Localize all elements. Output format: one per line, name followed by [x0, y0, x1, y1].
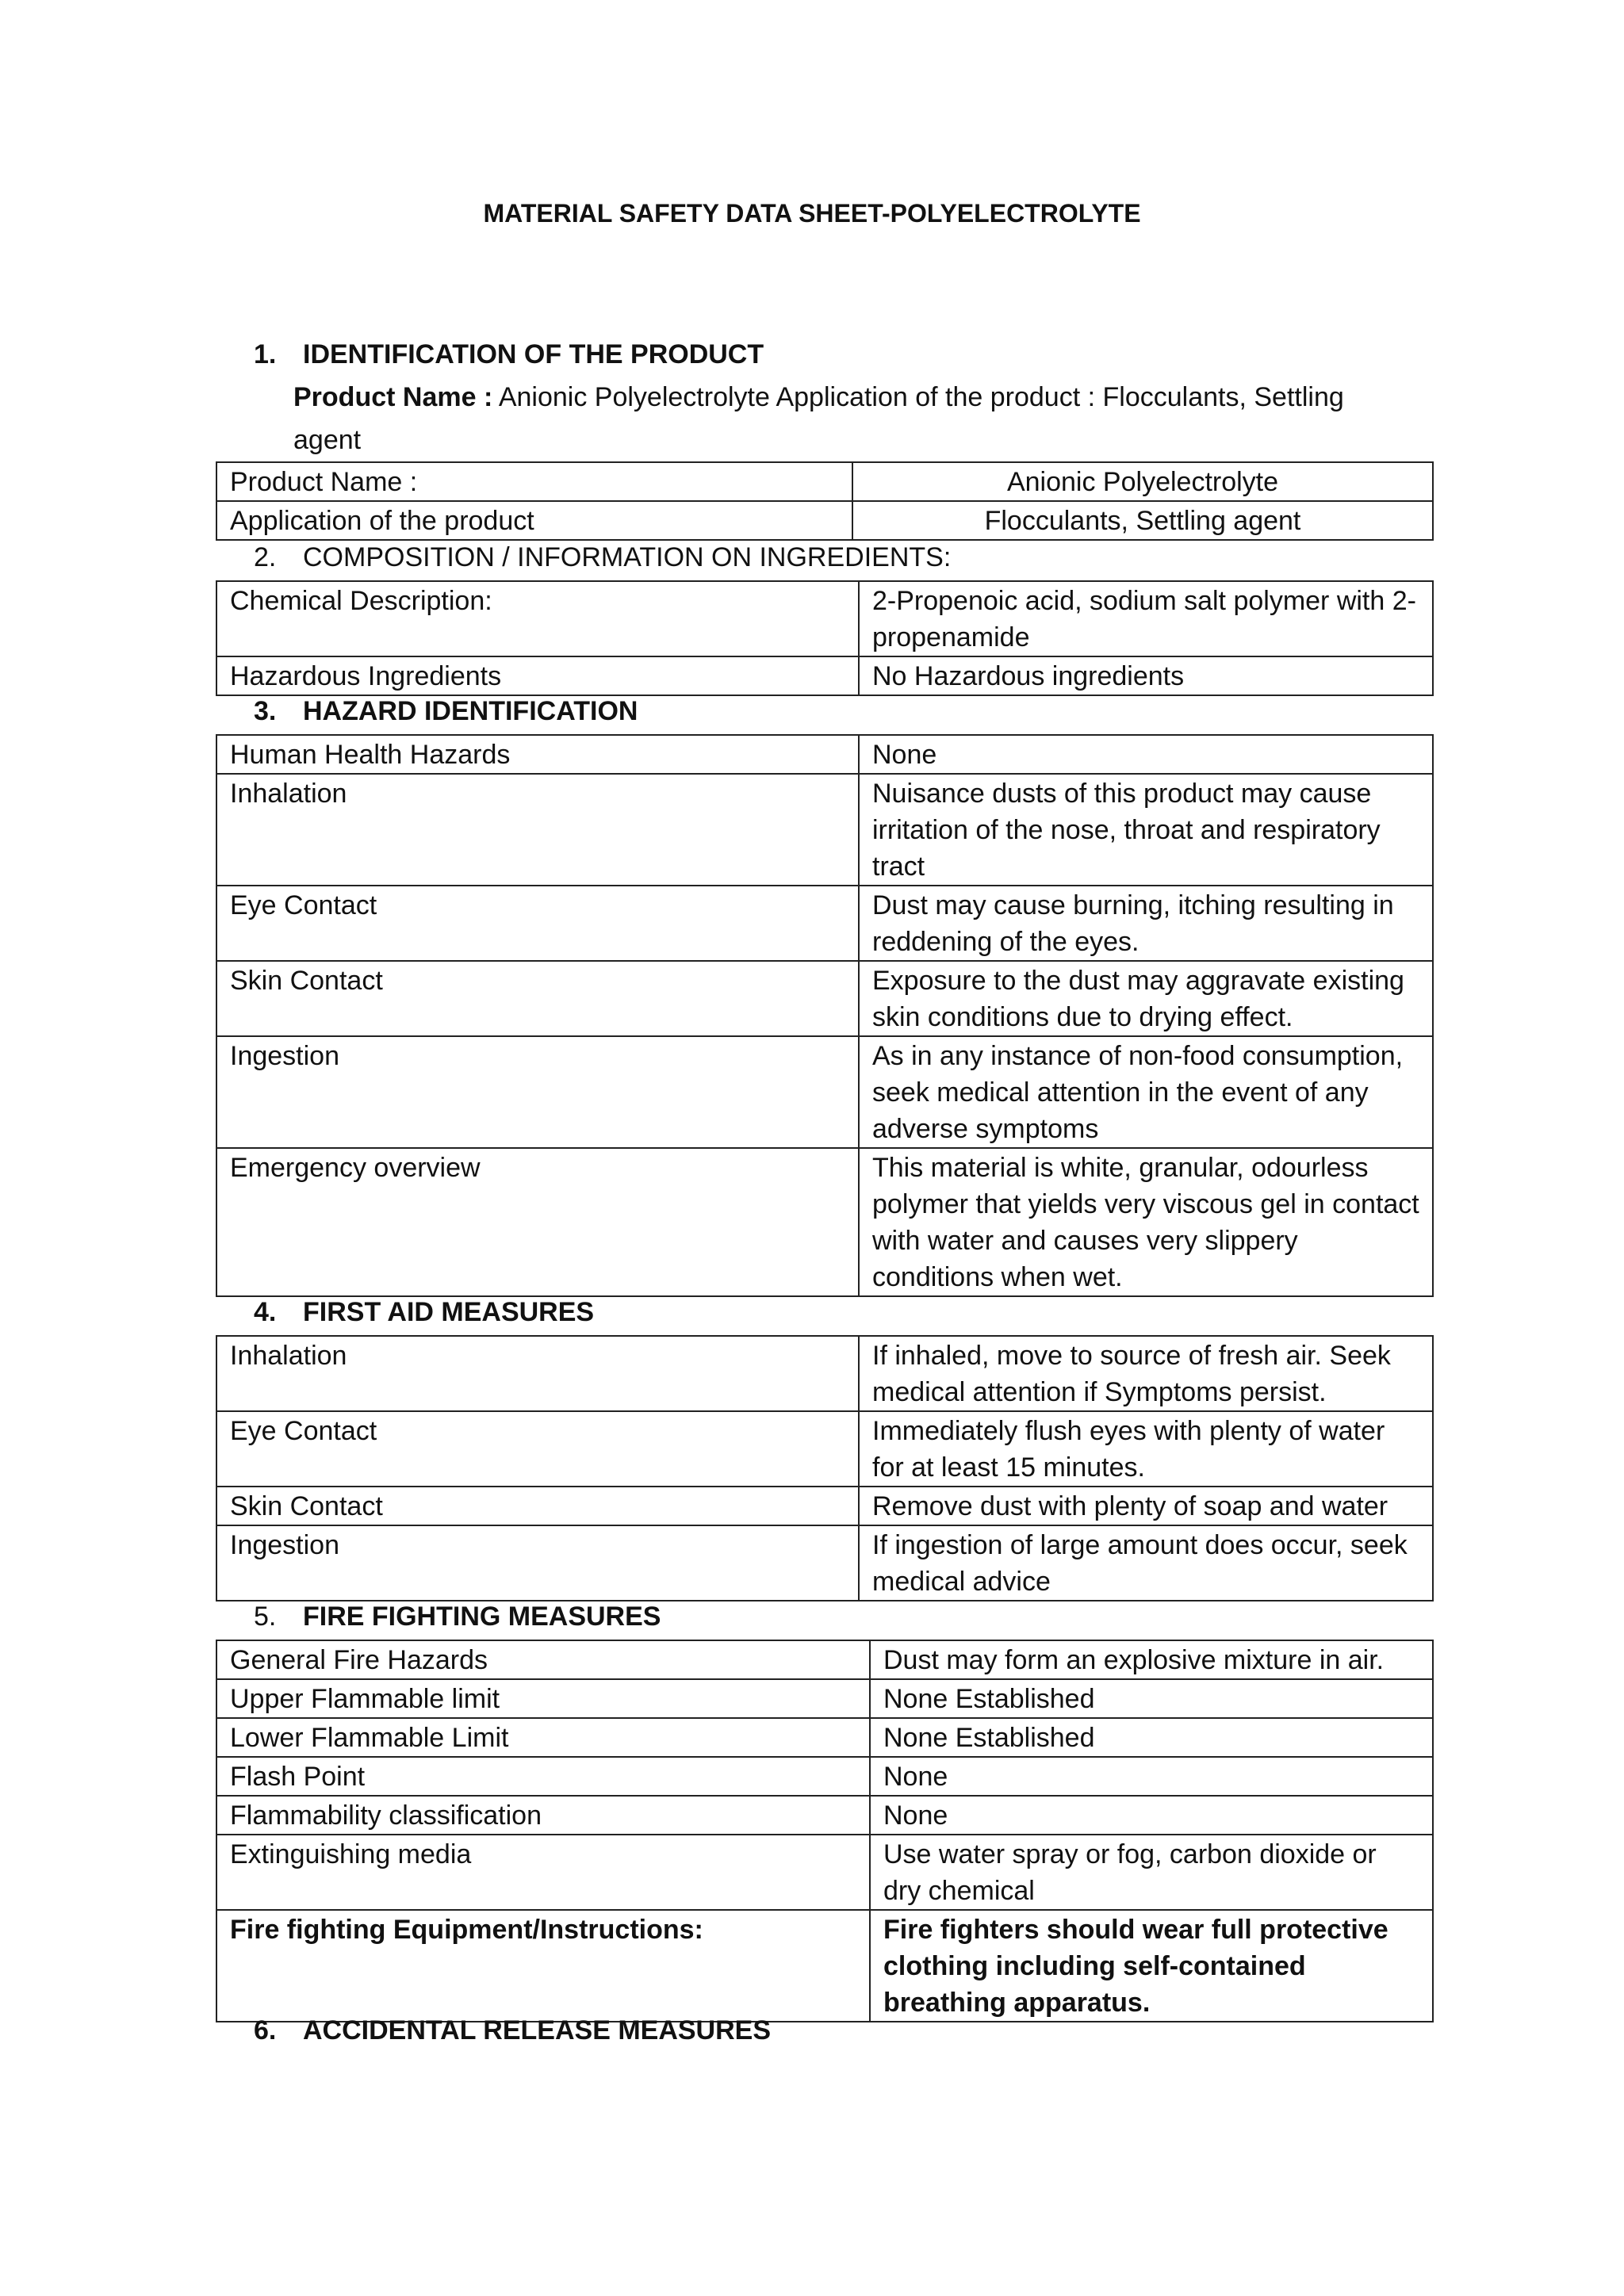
- section-title: COMPOSITION / INFORMATION ON INGREDIENTS:: [303, 542, 952, 572]
- row-value: None Established: [870, 1679, 1433, 1718]
- fire-fighting-table: [216, 1640, 1434, 2022]
- row-label: General Fire Hazards: [216, 1640, 870, 1679]
- row-value: Immediately flush eyes with plenty of water for at least 15 minutes.: [859, 1411, 1433, 1487]
- row-value: Use water spray or fog, carbon dioxide or dry chemical: [870, 1835, 1433, 1910]
- row-value: If inhaled, move to source of fresh air. Seek medical attention if Symptoms persist.: [859, 1336, 1433, 1411]
- row-value: Exposure to the dust may aggravate existing skin conditions due to drying effect.: [859, 961, 1433, 1036]
- table-row: [216, 1525, 1433, 1601]
- section-title: HAZARD IDENTIFICATION: [303, 696, 638, 726]
- row-label: Ingestion: [216, 1036, 859, 1148]
- row-label: Chemical Description:: [216, 581, 859, 656]
- table-row: [216, 886, 1433, 961]
- row-value: Nuisance dusts of this product may cause irritation of the nose, throat and respiratory tract: [859, 774, 1433, 886]
- table-row: [216, 961, 1433, 1036]
- row-label: Inhalation: [216, 1336, 859, 1411]
- table-row: [216, 1487, 1433, 1525]
- table-row: [216, 1036, 1433, 1148]
- table-row: [216, 1336, 1433, 1411]
- table-row: [216, 462, 1433, 501]
- section-6-heading: [254, 2012, 771, 2049]
- product-name-label: Product Name :: [293, 382, 493, 412]
- identification-table: [216, 461, 1434, 541]
- row-value: Flocculants, Settling agent: [852, 501, 1433, 540]
- row-value: Remove dust with plenty of soap and water: [859, 1487, 1433, 1525]
- row-label: Extinguishing media: [216, 1835, 870, 1910]
- hazard-table: [216, 734, 1434, 1297]
- table-row: [216, 1757, 1433, 1796]
- table-row: [216, 1910, 1433, 2022]
- section-5-heading: [254, 1598, 661, 1635]
- section-4-heading: [254, 1294, 594, 1330]
- row-value: If ingestion of large amount does occur, seek medical advice: [859, 1525, 1433, 1601]
- row-label: Eye Contact: [216, 1411, 859, 1487]
- table-row: [216, 1411, 1433, 1487]
- section-1-heading: [254, 336, 764, 373]
- section-number: 1.: [254, 339, 277, 369]
- table-row: [216, 1835, 1433, 1910]
- table-row: [216, 656, 1433, 695]
- row-label: Lower Flammable Limit: [216, 1718, 870, 1757]
- page-title: MATERIAL SAFETY DATA SHEET-POLYELECTROLYTE: [483, 199, 1141, 228]
- row-label: Application of the product: [216, 501, 852, 540]
- section-number: 3.: [254, 696, 277, 726]
- row-value: As in any instance of non-food consumption, seek medical attention in the event of any adverse symptoms: [859, 1036, 1433, 1148]
- section-number: 4.: [254, 1297, 277, 1327]
- row-label: Inhalation: [216, 774, 859, 886]
- table-row: [216, 1640, 1433, 1679]
- row-value: None: [870, 1796, 1433, 1835]
- section-title: FIRE FIGHTING MEASURES: [303, 1601, 661, 1632]
- section-number: 5.: [254, 1601, 277, 1632]
- section-3-heading: [254, 693, 638, 729]
- row-label: Upper Flammable limit: [216, 1679, 870, 1718]
- row-label: Skin Contact: [216, 961, 859, 1036]
- section-2-heading: [254, 539, 951, 576]
- row-label: Fire fighting Equipment/Instructions:: [216, 1910, 870, 2022]
- table-row: [216, 501, 1433, 540]
- table-row: [216, 774, 1433, 886]
- table-row: [216, 1796, 1433, 1835]
- product-intro-text: Anionic Polyelectrolyte Application of the product : Flocculants, Settling agent: [293, 382, 1344, 455]
- product-intro: [293, 376, 1404, 461]
- row-value: This material is white, granular, odourless polymer that yields very viscous gel in contact with water and causes very slippery conditions when wet.: [859, 1148, 1433, 1296]
- row-label: Emergency overview: [216, 1148, 859, 1296]
- row-value: Dust may cause burning, itching resulting in reddening of the eyes.: [859, 886, 1433, 961]
- row-label: Flammability classification: [216, 1796, 870, 1835]
- table-row: [216, 1148, 1433, 1296]
- row-value: None: [859, 735, 1433, 774]
- table-row: [216, 581, 1433, 656]
- first-aid-table: [216, 1335, 1434, 1601]
- row-label: Skin Contact: [216, 1487, 859, 1525]
- section-title: IDENTIFICATION OF THE PRODUCT: [303, 339, 764, 369]
- row-value: No Hazardous ingredients: [859, 656, 1433, 695]
- row-label: Ingestion: [216, 1525, 859, 1601]
- row-label: Hazardous Ingredients: [216, 656, 859, 695]
- section-title: FIRST AID MEASURES: [303, 1297, 595, 1327]
- row-value: Dust may form an explosive mixture in air.: [870, 1640, 1433, 1679]
- row-label: Flash Point: [216, 1757, 870, 1796]
- row-value: Fire fighters should wear full protective clothing including self-contained breathing apparatus.: [870, 1910, 1433, 2022]
- section-title: ACCIDENTAL RELEASE MEASURES: [303, 2015, 772, 2045]
- table-row: [216, 1679, 1433, 1718]
- table-row: [216, 1718, 1433, 1757]
- table-row: [216, 735, 1433, 774]
- section-number: 6.: [254, 2015, 277, 2045]
- row-label: Human Health Hazards: [216, 735, 859, 774]
- section-number: 2.: [254, 542, 277, 572]
- row-label: Eye Contact: [216, 886, 859, 961]
- row-label: Product Name :: [216, 462, 852, 501]
- row-value: None Established: [870, 1718, 1433, 1757]
- row-value: Anionic Polyelectrolyte: [852, 462, 1433, 501]
- row-value: None: [870, 1757, 1433, 1796]
- composition-table: [216, 580, 1434, 696]
- row-value: 2-Propenoic acid, sodium salt polymer with 2-propenamide: [859, 581, 1433, 656]
